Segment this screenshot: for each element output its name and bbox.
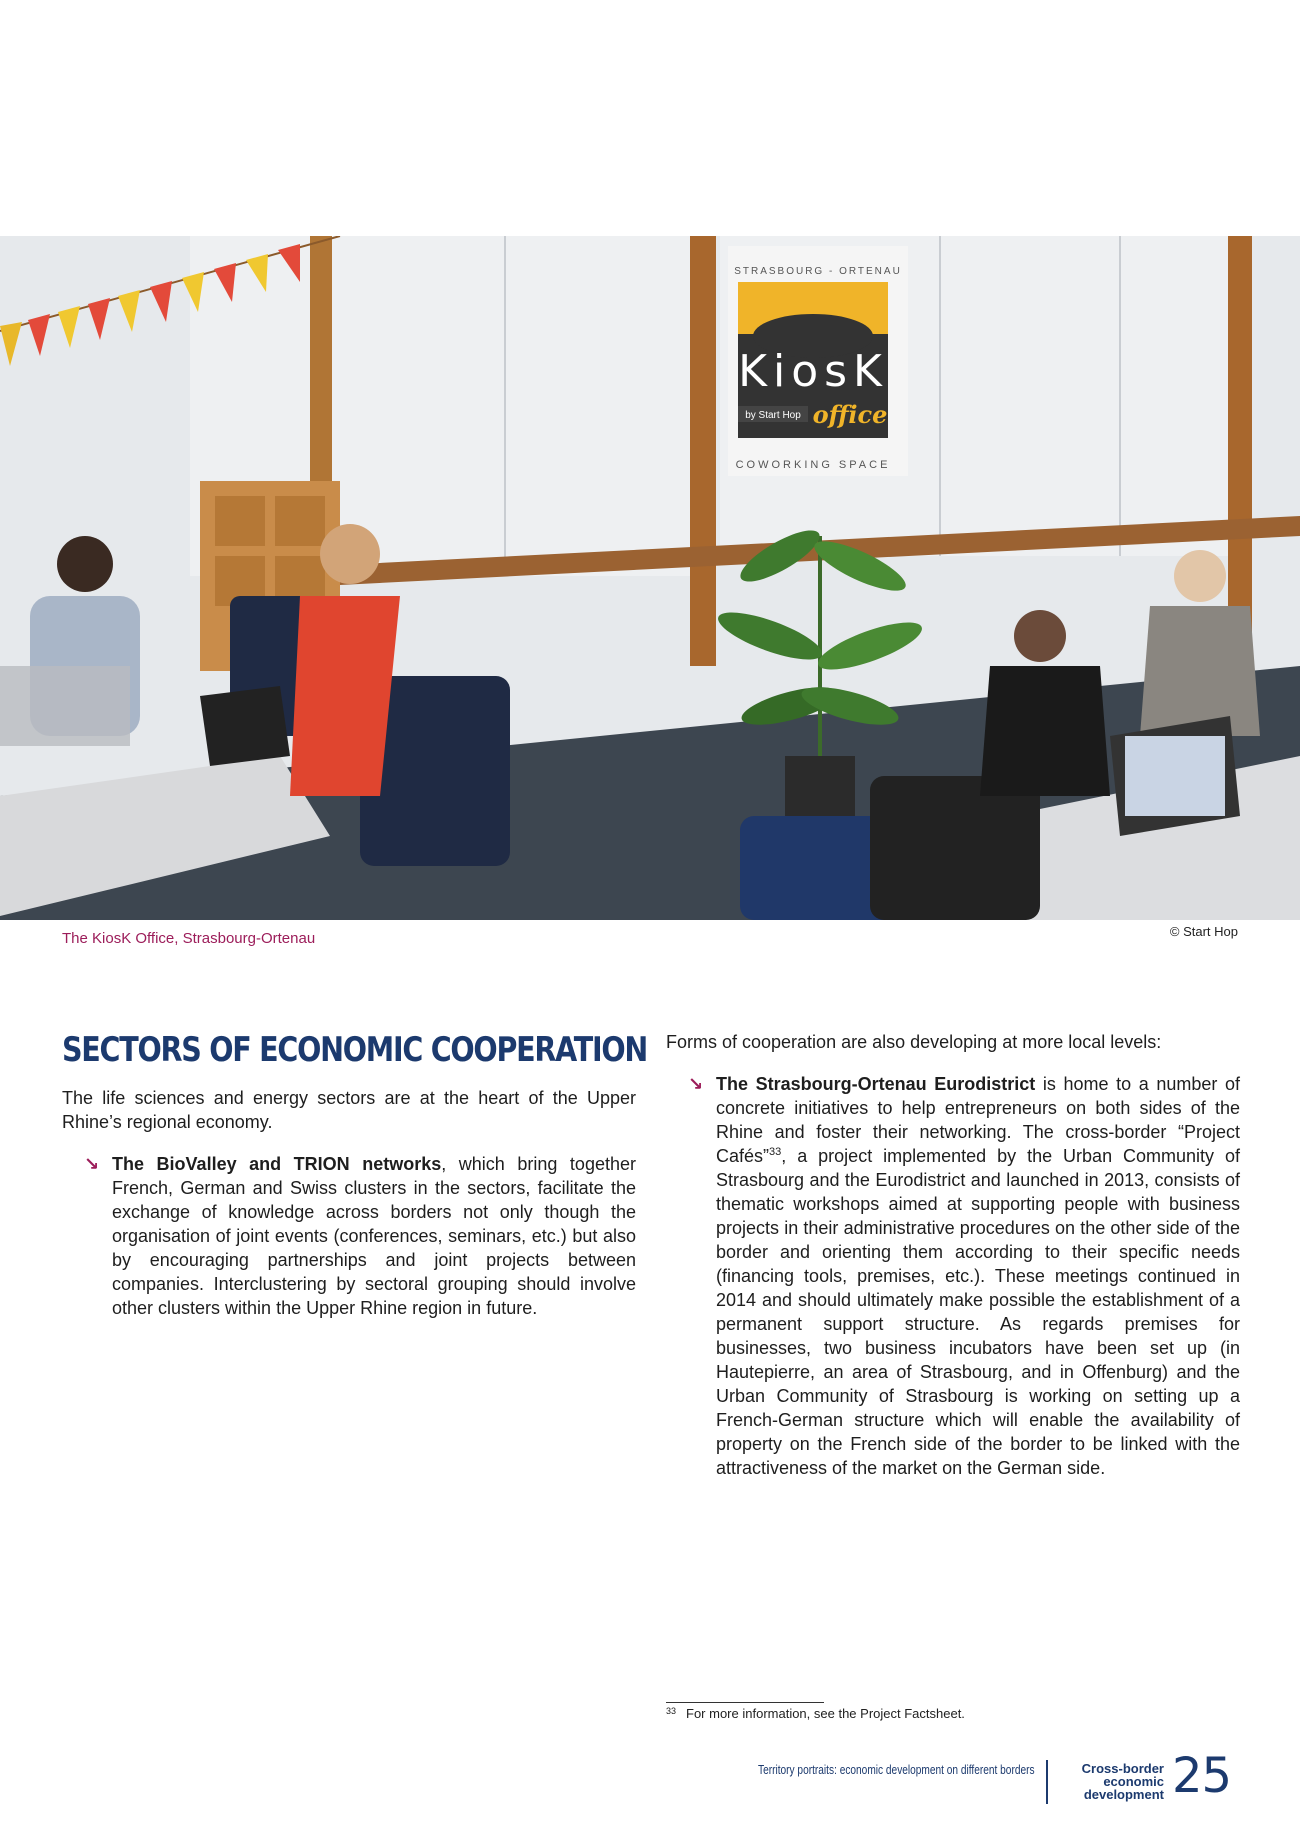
section-heading: SECTORS OF ECONOMIC COOPERATION: [62, 1030, 647, 1070]
coworking-photo: [0, 236, 1300, 920]
footer-divider: [1046, 1760, 1048, 1804]
footnote: [666, 1706, 965, 1721]
bullet-paragraph: [112, 1152, 636, 1320]
bullet-text-part-a: is home to a number of concrete initiatives to help entrepreneurs on both sides of the Rhine and foster their networking. The cross-border “Project Cafés”: [716, 1074, 1240, 1166]
left-intro-paragraph: The life sciences and energy sectors are at the heart of the Upper Rhine’s regional economy.: [62, 1088, 636, 1132]
bullet-text: , which bring together French, German and Swiss clusters in the sectors, facilitate the exchange of knowledge across borders not only though the organisation of joint events (conferences, seminars, etc.) but also by encouraging partnerships and joint projects between companies. Interclustering by sectoral grouping should involve other clusters within the Upper Rhine region in future.: [112, 1154, 636, 1318]
footnote-ref[interactable]: 33: [769, 1146, 782, 1158]
page-number: 25: [1172, 1748, 1232, 1804]
sign-brand: KiosK: [738, 346, 888, 397]
sign-office: office: [812, 400, 888, 429]
bullet-item-eurodistrict: [666, 1072, 1240, 1480]
bullet-bold-lead: The Strasbourg-Ortenau Eurodistrict: [716, 1074, 1036, 1094]
footer-section-label: Cross-border economic development: [1081, 1761, 1164, 1802]
left-column: [62, 1030, 647, 1320]
bullet-item-biovalley: [62, 1152, 636, 1320]
photo-credit: © Start Hop: [1169, 924, 1238, 939]
bullet-bold-lead: The BioValley and TRION networks: [112, 1154, 442, 1174]
sign-by-line: by Start Hop: [745, 410, 801, 421]
photo-caption: The KiosK Office, Strasbourg-Ortenau: [62, 930, 316, 947]
footnote-text: For more information, see the Project Factsheet.: [686, 1706, 965, 1721]
footnote-divider: [666, 1702, 824, 1703]
bullet-text-part-b: , a project implemented by the Urban Community of Strasbourg and the Eurodistrict and launched in 2013, consists of thematic workshops aimed at supporting people with business projects in their administrative procedures on the other side of the border and orienting them according to their specific needs (financing tools, premises, etc.). These meetings continued in 2014 and should ultimately make possible the establishment of a permanent support structure. As regards premises for businesses, two business incubators have been set up (in Hautepierre, an area of Strasbourg, and in Offenburg) and the Urban Community of Strasbourg is working on setting up a French-German structure which will enable the availability of property on the French side of the border to be linked with the attractiveness of the market on the German side.: [716, 1146, 1240, 1478]
footer-running-title: Territory portraits: economic development on different borders: [758, 1762, 1035, 1777]
right-column: [666, 1030, 1240, 1480]
sign-top-text: STRASBOURG - ORTENAU: [734, 266, 902, 277]
arrow-bullet-icon: ↘: [688, 1074, 704, 1094]
bullet-paragraph: [716, 1072, 1240, 1480]
footnote-number: 33: [666, 1706, 677, 1716]
sign-bottom-text: COWORKING SPACE: [735, 459, 891, 471]
arrow-bullet-icon: ↘: [84, 1154, 100, 1174]
right-intro-paragraph: Forms of cooperation are also developing at more local levels:: [666, 1032, 1162, 1052]
